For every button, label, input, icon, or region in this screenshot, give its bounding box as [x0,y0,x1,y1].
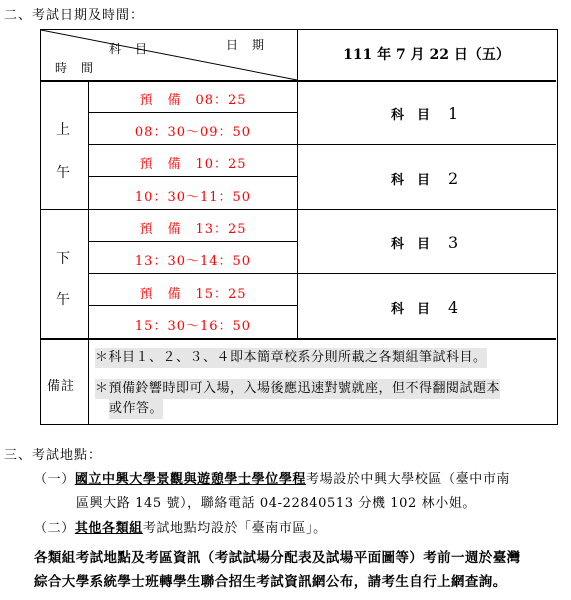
subject-4 [391,298,458,317]
morning-label-bottom: 午 [56,165,70,181]
slot2-prep-time: 預 備 10：25 [139,157,247,172]
final-notice-line-1: 各類組考試地點及考區資訊（考試試場分配表及試場平面圖等）考前一週於臺灣 [34,550,521,566]
slot3-exam-time: 13：30～14：50 [134,254,252,269]
header-bottom-line [41,80,556,82]
header-date-label: 日 期 [226,38,266,52]
subject-1 [391,104,458,123]
venue-item-1-line-2: 區興大路 145 號），聯絡電話 04-22840513 分機 102 林小姐。 [76,496,477,511]
section-2-heading: 二、考試日期及時間： [4,8,145,23]
subject-3-number: 3 [448,233,459,252]
venue-item-2 [34,519,327,539]
time-section-bottom-line [41,338,556,340]
header-time-label: 時 間 [55,61,95,75]
slot1-exam-time: 08：30～09：50 [134,125,252,140]
slot1-mid-line [88,112,297,113]
subject-1-label: 科 目 [391,108,431,123]
notes-label-divider [88,338,89,424]
slot3-prep-time: 預 備 13：25 [139,222,247,237]
subject-3 [391,233,458,252]
venue-item-1-number: （一） [34,472,75,487]
venue-item-2-number: （二） [34,521,75,536]
section-3-heading: 三、考試地點： [4,448,103,463]
subject-4-label: 科 目 [391,302,431,317]
slot2-mid-line [88,176,297,177]
slot3-bottom-line [88,273,556,274]
afternoon-label-top: 下 [56,251,70,267]
note-1: ＊科目１、２、３、４即本簡章校系分則所載之各類組筆試科目。 [95,348,487,368]
venue-item-1-text: 考場設於中興大學校區（臺中市南 [306,472,511,487]
header-subject-label: 科 目 [109,42,149,56]
afternoon-label-bottom: 午 [56,292,70,308]
final-notice-line-2: 綜合大學系統學士班轉學生聯合招生考試資訊網公布，請考生自行上網查詢。 [34,574,507,590]
exam-date: 111 年 7 月 22 日（五） [343,47,510,63]
notes-label: 備註 [47,379,76,394]
venue-item-2-groups: 其他各類組 [74,521,143,536]
subject-2-number: 2 [448,169,459,188]
slot2-exam-time: 10：30～11：50 [134,190,252,205]
venue-item-2-text: 考試地點均設於「臺南市區」。 [142,521,327,536]
subject-2 [391,169,458,188]
slot1-bottom-line [88,144,556,145]
subject-3-label: 科 目 [391,237,431,252]
note-2-line-2: 或作答。 [109,399,163,419]
am-bottom-line [41,209,556,210]
morning-label-top: 上 [56,122,70,138]
venue-item-1-program: 國立中興大學景觀與遊憩學士學位學程 [74,472,307,487]
subject-1-number: 1 [448,104,459,123]
venue-item-1 [34,470,510,490]
slot3-mid-line [88,241,297,242]
exam-schedule-table [40,29,558,425]
subject-4-number: 4 [448,298,459,317]
subject-2-label: 科 目 [391,173,431,188]
slot4-mid-line [88,305,297,306]
slot4-prep-time: 預 備 15：25 [139,287,247,302]
slot4-exam-time: 15：30～16：50 [134,319,252,334]
slot1-prep-time: 預 備 08：25 [139,93,247,108]
note-2-line-1: ＊預備鈴響時即可入場，入場後應迅速對號就座，但不得翻閱試題本 [95,379,500,399]
